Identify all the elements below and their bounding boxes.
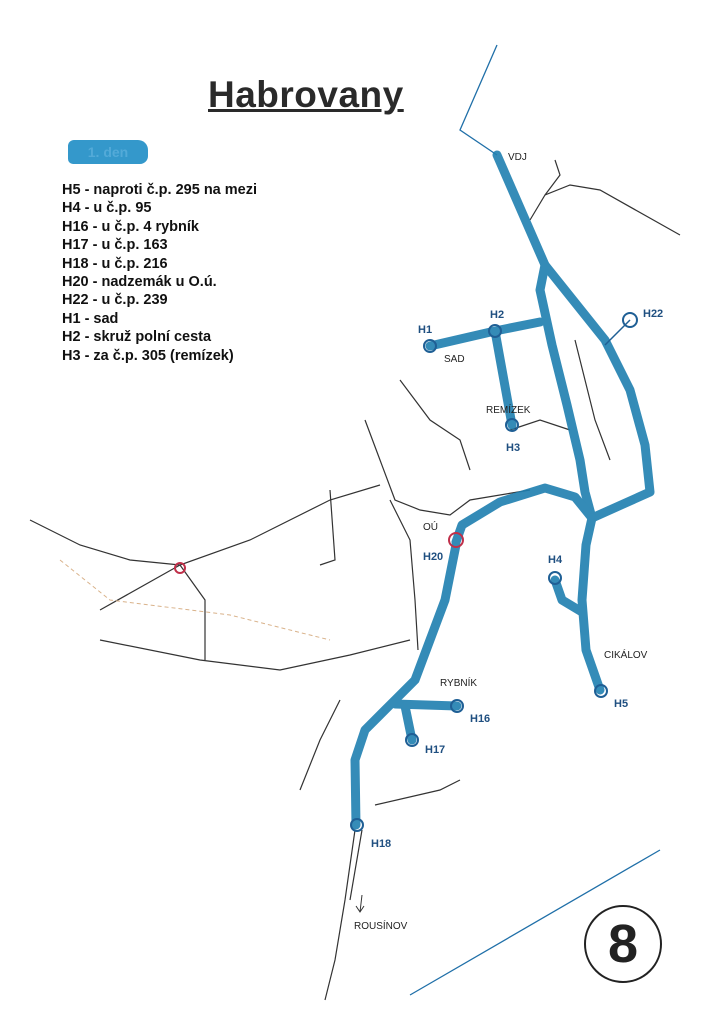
day-highlight-label: 1. den (68, 140, 148, 164)
h22-connector (605, 320, 630, 345)
label-h2: H2 (490, 309, 505, 321)
label-ou: OÚ (423, 522, 438, 533)
legend-item: H5 - naproti č.p. 295 na mezi (62, 182, 257, 198)
legend-item: H1 - sad (62, 310, 119, 327)
page-title: Habrovany (208, 74, 404, 115)
legend-item: H2 - skruž polní cesta (62, 329, 212, 346)
label-h5: H5 (614, 698, 629, 710)
label-remizek: REMÍZEK (486, 405, 531, 416)
legend-item: H17 - u č.p. 163 (62, 237, 168, 254)
label-h17: H17 (425, 744, 446, 756)
label-rousinov: ROUSÍNOV (354, 921, 408, 932)
label-h1: H1 (418, 324, 433, 336)
label-vdj: VDJ (508, 152, 527, 163)
map-boundary-lines (410, 45, 660, 995)
page-number-badge: 8 (584, 905, 662, 983)
label-rybnik: RYBNÍK (440, 678, 478, 689)
label-h18: H18 (371, 838, 392, 850)
label-cikalov: CIKÁLOV (604, 650, 648, 661)
label-h22: H22 (643, 308, 664, 320)
label-h16: H16 (470, 713, 491, 725)
label-h3: H3 (506, 442, 521, 454)
dashed-path (60, 560, 330, 640)
legend-item: H16 - u č.p. 4 rybník (62, 218, 199, 235)
legend-item: H20 - nadzemák u O.ú. (62, 274, 217, 291)
legend-item: H22 - u č.p. 239 (62, 292, 168, 309)
legend-item: H3 - za č.p. 305 (remízek) (62, 347, 234, 364)
legend-item: H18 - u č.p. 216 (62, 255, 168, 272)
hydrant-route (355, 155, 650, 825)
direction-arrow-icon (356, 895, 364, 912)
label-sad: SAD (444, 354, 465, 365)
label-h4: H4 (548, 554, 563, 566)
label-h20: H20 (423, 551, 444, 563)
legend-item: H4 - u č.p. 95 (62, 200, 152, 217)
